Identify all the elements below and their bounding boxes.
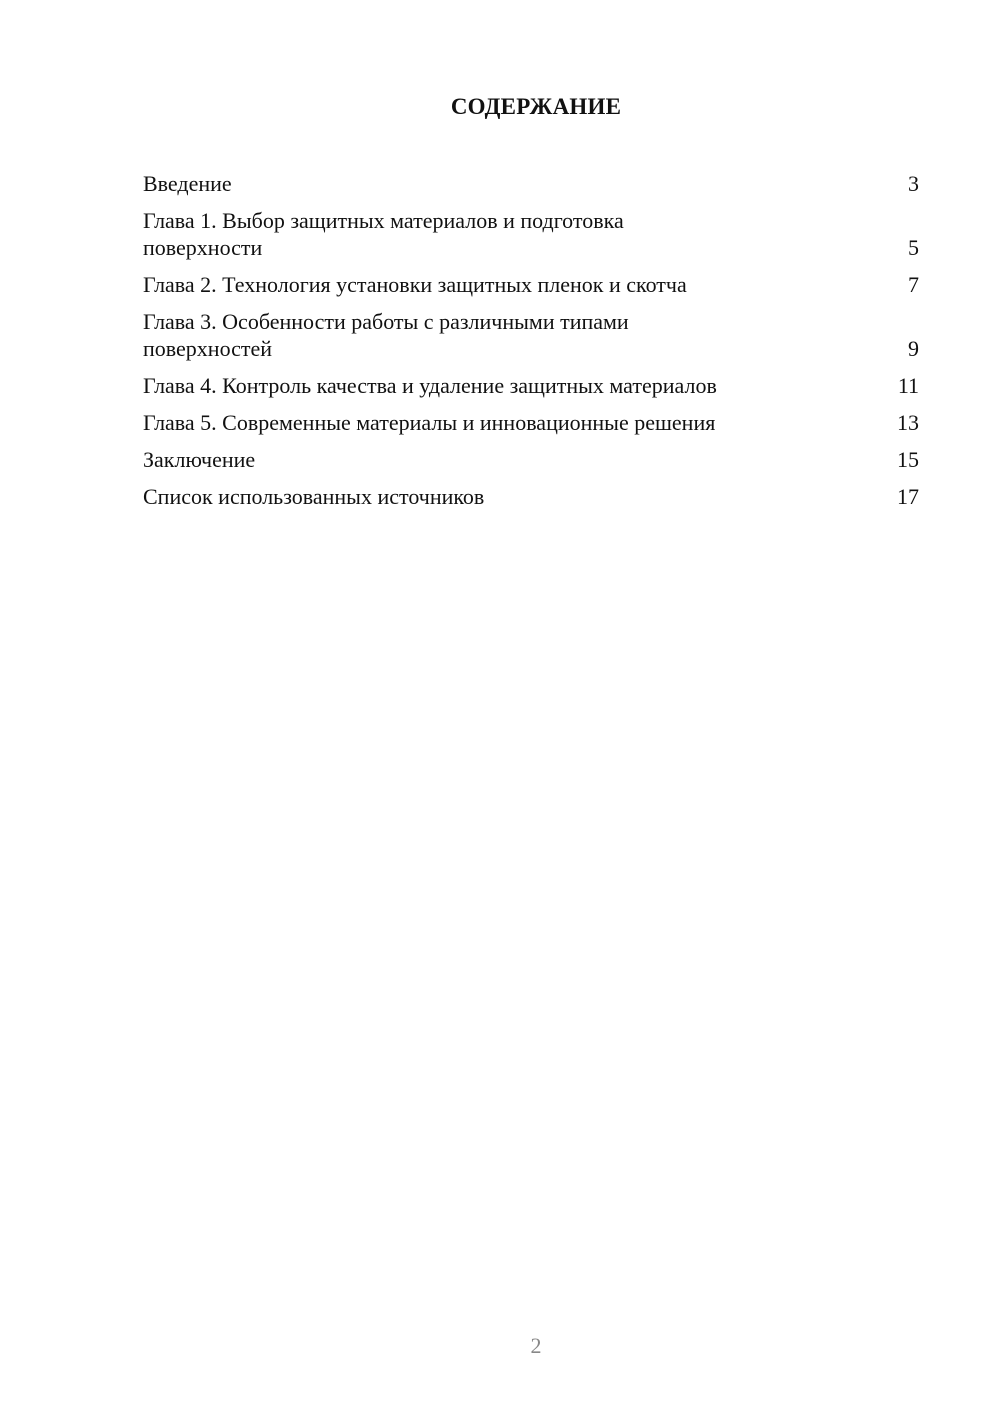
table-of-contents xyxy=(143,170,919,520)
toc-entry-title: Заключение xyxy=(143,447,256,472)
toc-entry-page: 17 xyxy=(897,484,919,509)
toc-entry-title: Введение xyxy=(143,171,232,196)
toc-entry-title: Глава 3. Особенности работы с различными типами поверхностей xyxy=(143,309,629,361)
page-title: СОДЕРЖАНИЕ xyxy=(450,94,622,119)
toc-entry-page: 7 xyxy=(908,272,919,297)
toc-entry xyxy=(143,271,919,298)
toc-entry xyxy=(143,372,919,399)
toc-entry-page: 5 xyxy=(908,235,919,260)
toc-entry xyxy=(143,483,919,510)
toc-entry-title: Список использованных источников xyxy=(143,484,485,509)
toc-entry xyxy=(143,308,919,362)
toc-entry-title: Глава 2. Технология установки защитных пленок и скотча xyxy=(143,272,687,297)
toc-entry-page: 9 xyxy=(908,336,919,361)
toc-entry-page: 3 xyxy=(908,171,919,196)
page-number: 2 xyxy=(530,1333,542,1358)
toc-entry xyxy=(143,207,919,261)
toc-entry-title: Глава 4. Контроль качества и удаление защитных материалов xyxy=(143,373,717,398)
toc-entry-page: 13 xyxy=(897,410,919,435)
toc-entry xyxy=(143,409,919,436)
toc-entry-title: Глава 1. Выбор защитных материалов и подготовка поверхности xyxy=(143,208,624,260)
toc-entry-page: 15 xyxy=(897,447,919,472)
toc-entry-title: Глава 5. Современные материалы и инновационные решения xyxy=(143,410,716,435)
toc-entry xyxy=(143,446,919,473)
toc-entry xyxy=(143,170,919,197)
toc-entry-page: 11 xyxy=(897,373,919,398)
